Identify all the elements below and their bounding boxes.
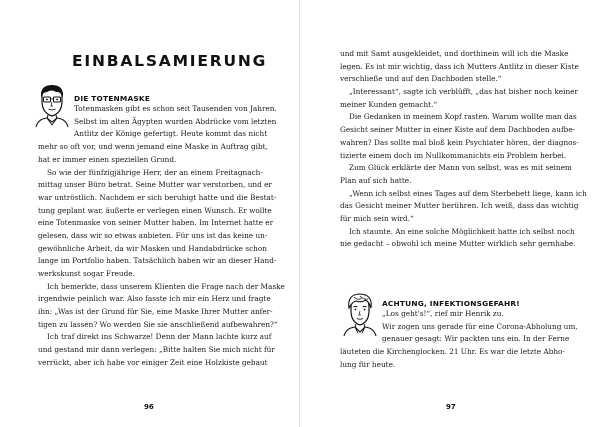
text-line: tung geplant war, äußerte er verlegen einen Wunsch. Er wollte: [38, 205, 272, 215]
text-line: Gesicht seiner Mutter in einer Kiste auf dem Dachboden aufbe-: [340, 125, 576, 135]
text-line: das Gesicht meiner Mutter berühren. Ich weiß, dass das wichtig: [340, 201, 579, 211]
man-with-glasses-icon: [34, 83, 70, 127]
text-line: und gestand mir dann verlegen: „Bitte halten Sie mich nicht für: [38, 345, 275, 355]
text-line: Wir zogen uns gerade für eine Corona-Abholung um,: [382, 321, 578, 331]
text-line: war untröstlich. Nachdem er sich beruhigt hatte und die Bestat-: [38, 192, 277, 202]
text-line: meiner Kunden gemacht.“: [340, 99, 438, 109]
text-line: ihn: „Was ist der Grund für Sie, eine Maske Ihrer Mutter anfer-: [38, 307, 273, 317]
chapter-title: EINBALSAMIERUNG: [72, 52, 268, 70]
text-line: tigen zu lassen? Wo werden Sie sie anschließend aufbewahren?“: [38, 319, 278, 329]
paragraph-block-right-1: [340, 48, 587, 251]
text-line: Selbst im alten Ägypten wurden Abdrücke vom letzten: [74, 116, 277, 126]
text-line: Plan auf sich hatte.: [340, 175, 412, 185]
text-line: mittag unser Büro betrat. Seine Mutter war verstorben, und er: [38, 180, 272, 190]
text-line: Die Gedanken in meinem Kopf rasten. Warum wollte man das: [349, 112, 577, 122]
text-line: verrückt, aber ich habe vor einiger Zeit eine Holzkiste gebaut: [38, 357, 268, 367]
text-line: „Interessant“, sagte ich verblüfft, „das hat bisher noch keiner: [349, 87, 578, 97]
paragraph-block-right-7: [382, 308, 578, 346]
text-line: lange im Portfolio haben. Tatsächlich haben wir an dieser Hand-: [38, 256, 277, 266]
text-line: und mit Samt ausgekleidet, und dorthinein will ich die Maske: [340, 49, 569, 58]
paragraph-block-1-cont: [38, 141, 268, 166]
text-line: nie gedacht – obwohl ich meine Mutter wirklich sehr gernhabe.: [340, 239, 576, 249]
text-line: So wie der fünfzigjährige Herr, der an einem Freitagnach-: [47, 167, 263, 177]
text-line: Antlitz der Könige gefertigt. Heute kommt das nicht: [74, 129, 268, 139]
text-line: gewöhnliche Arbeit, da wir Masken und Handabdrücke schon: [38, 243, 267, 253]
page-number-left: 96: [144, 403, 154, 411]
page-number-right: 97: [446, 403, 456, 411]
text-line: genauer gesagt: Wir packten uns ein. In der Ferne: [382, 334, 570, 344]
text-line: lung für heute.: [340, 359, 396, 369]
text-line: Ich staunte. An eine solche Möglichkeit hatte ich selbst noch: [349, 226, 575, 236]
text-line: mehr so oft vor, und wenn jemand eine Maske in Auftrag gibt,: [38, 142, 268, 152]
right-page: [300, 0, 600, 427]
text-line: für mich sein wird.“: [340, 213, 414, 223]
paragraph-block-right-7-cont: [340, 346, 565, 371]
text-line: tizierte einem doch im Nullkommanichts ein Problem herbei.: [340, 150, 567, 160]
text-line: Ich traf direkt ins Schwarze! Denn der Mann lachte kurz auf: [47, 332, 272, 342]
text-line: werkskunst sogar Freude.: [38, 269, 135, 278]
section-heading-infektionsgefahr: ACHTUNG, INFEKTIONSGEFAHR!: [382, 299, 520, 308]
paragraph-block-2: [38, 167, 285, 370]
text-line: wahren? Das sollte mal bloß kein Psychiater hören, der diagnos-: [340, 137, 579, 147]
text-line: eine Totenmaske von seiner Mutter haben. Im Internet hatte er: [38, 218, 274, 228]
text-line: irgendwie peinlich war. Also fasste ich mir ein Herz und fragte: [38, 294, 271, 304]
text-line: verschließe und auf den Dachboden stelle.“: [340, 74, 502, 84]
text-line: „Los geht's!“, rief mir Henrik zu.: [382, 309, 504, 318]
paragraph-block-1: [74, 103, 277, 141]
text-line: legen. Es ist mir wichtig, dass ich Mutters Antlitz in dieser Kiste: [340, 61, 579, 71]
text-line: Ich bemerkte, dass unserem Klienten die Frage nach der Maske: [47, 281, 285, 291]
text-line: läuteten die Kirchenglocken. 21 Uhr. Es war die letzte Abho-: [340, 347, 565, 357]
text-line: gelesen, dass wir so etwas anbieten. Für uns ist das keine un-: [38, 230, 268, 240]
text-line: „Wenn ich selbst eines Tages auf dem Sterbebett liege, kann ich: [349, 188, 587, 198]
text-line: Totenmasken gibt es schon seit Tausenden von Jahren.: [74, 104, 277, 113]
section-heading-totenmaske: DIE TOTENMASKE: [74, 94, 151, 103]
text-line: hat er immer einen speziellen Grund.: [38, 154, 177, 164]
text-line: Zum Glück erklärte der Mann von selbst, was es mit seinem: [349, 163, 572, 173]
man-with-hair-icon: [342, 292, 378, 336]
